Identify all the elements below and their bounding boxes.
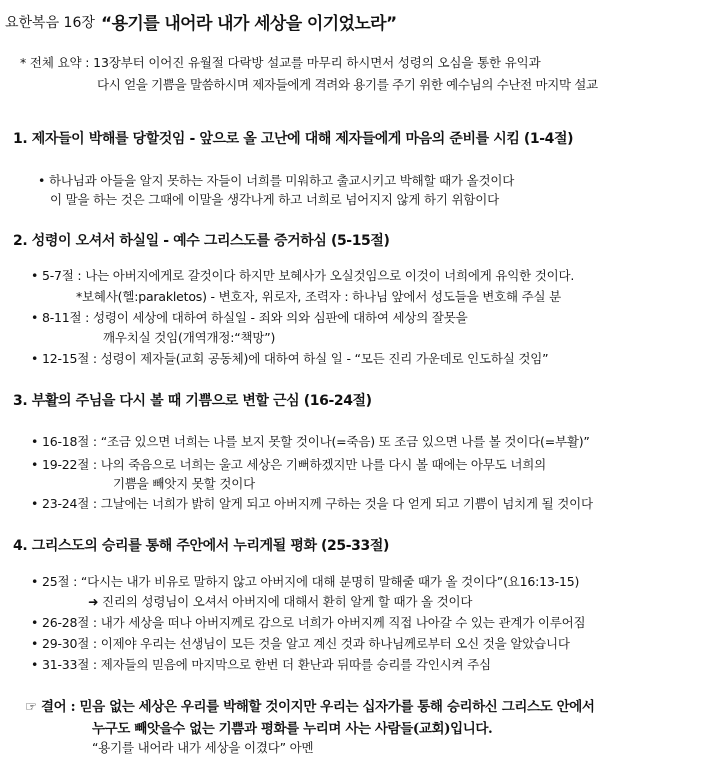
section-4-line-1: • 25절 : “다시는 내가 비유로 말하지 않고 아버지에 대해 분명히 말해줄 때가 올 것이다”(요16:13-15): [31, 574, 580, 589]
section-4-line-5: • 31-33절 : 제자들의 믿음에 마지막으로 한번 더 환난과 뒤따를 승리를 각인시켜 주심: [31, 657, 491, 672]
conclusion-line-1: [25, 695, 595, 715]
chapter-title-quote: “용기를 내어라 내가 세상을 이기었노라”: [101, 14, 397, 34]
section-2-line-2: *보혜사(헬:parakletos) - 변호자, 위로자, 조력자 : 하나님 앞에서 성도들을 변호해 주실 분: [76, 289, 562, 304]
section-3-line-2: • 19-22절 : 나의 죽음으로 너희는 울고 세상은 기뻐하겠지만 나를 다시 볼 때에는 아무도 너희의: [31, 457, 546, 472]
section-2-heading: 2. 성령이 오셔서 하실일 - 예수 그리스도를 증거하심 (5-15절): [13, 233, 390, 249]
section-4-line-2: ➜ 진리의 성령님이 오셔서 아버지에 대해서 환히 알게 할 때가 올 것이다: [88, 594, 473, 609]
section-3-heading: 3. 부활의 주님을 다시 볼 때 기쁨으로 변할 근심 (16-24절): [13, 393, 372, 409]
section-1-line-2: 이 말을 하는 것은 그때에 이말을 생각나게 하고 너희로 넘어지지 않게 하기 위함이다: [50, 192, 500, 207]
section-3-line-4: • 23-24절 : 그날에는 너희가 밝히 알게 되고 아버지께 구하는 것을 다 얻게 되고 기쁨이 넘치게 될 것이다: [31, 496, 593, 511]
pointing-hand-icon: ☞: [25, 699, 37, 715]
section-2-line-1: • 5-7절 : 나는 아버지에게로 갈것이다 하지만 보혜사가 오실것임으로 이것이 너희에게 유익한 것이다.: [31, 268, 575, 283]
section-4-line-4: • 29-30절 : 이제야 우리는 선생님이 모든 것을 알고 계신 것과 하나님께로부터 오신 것을 알았습니다: [31, 636, 570, 651]
section-2-line-4: 깨우치실 것임(개역개정:“책망”): [103, 330, 276, 345]
section-3-line-3: 기쁨을 빼앗지 못할 것이다: [113, 476, 255, 491]
section-2-line-3: • 8-11절 : 성령이 세상에 대하여 하실일 - 죄와 의와 심판에 대하여 세상의 잘못을: [31, 310, 468, 325]
summary-line-1: * 전체 요약 : 13장부터 이어진 유월절 다락방 설교를 마무리 하시면서 성령의 오심을 통한 유익과: [20, 55, 541, 70]
section-3-line-1: • 16-18절 : “조금 있으면 너희는 나를 보지 못할 것이나(=죽음) 또 조금 있으면 나를 볼 것이다(=부활)”: [31, 434, 590, 449]
conclusion-line-2: 누구도 빼앗을수 없는 기쁨과 평화를 누리며 사는 사람들(교회)입니다.: [92, 721, 493, 737]
section-4-line-3: • 26-28절 : 내가 세상을 떠나 아버지께로 감으로 너희가 아버지께 직접 나아갈 수 있는 관계가 이루어짐: [31, 615, 586, 630]
section-4-heading: 4. 그리스도의 승리를 통해 주안에서 누리게될 평화 (25-33절): [13, 538, 389, 554]
section-1-line-1: • 하나님과 아들을 알지 못하는 자들이 너희를 미워하고 출교시키고 박해할 때가 올것이다: [38, 173, 515, 188]
summary-line-2: 다시 얻을 기쁨을 말씀하시며 제자들에게 격려와 용기를 주기 위한 예수님의 수난전 마지막 설교: [97, 77, 598, 92]
conclusion-line-3: “용기를 내어라 내가 세상을 이겼다” 아멘: [92, 740, 314, 755]
section-1-heading: 1. 제자들이 박해를 당할것임 - 앞으로 올 고난에 대해 제자들에게 마음의 준비를 시킴 (1-4절): [13, 131, 574, 147]
conclusion-text-1: 결어 : 믿음 없는 세상은 우리를 박해할 것이지만 우리는 십자가를 통해 승리하신 그리스도 안에서: [41, 699, 595, 715]
section-2-line-5: • 12-15절 : 성령이 제자들(교회 공동체)에 대하여 하실 일 - “모든 진리 가운데로 인도하실 것임”: [31, 351, 549, 366]
chapter-reference: 요한복음 16장: [5, 15, 95, 31]
